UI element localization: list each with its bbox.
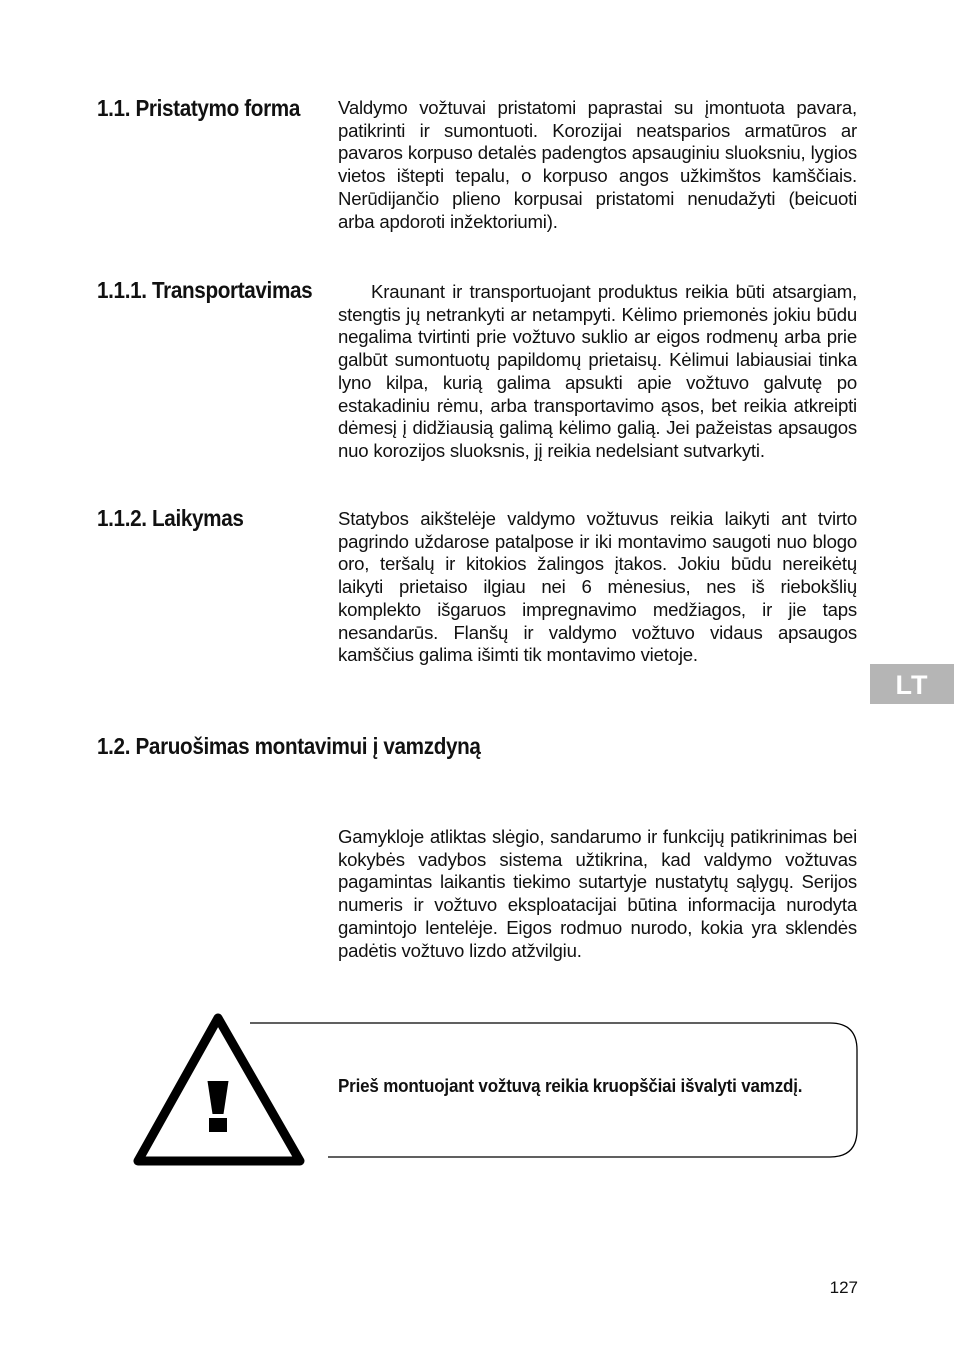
section-text-paruosimas: Gamykloje atliktas slėgio, sandarumo ir funkcijų patikrinimas bei kokybės vadybos sistema užtikrina, kad valdymo vožtuvas pagamintas laikantis tiekimo sutartyje nustatytų sąlygų. Serijos numeris ir vožtuvo eksploatacijai būtina informacija nurodyta gamintojo lentelėje. Eigos rodmuo nurodo, kokia yra sklendės padėtis vožtuvo lizdo atžvilgiu. [338,826,857,961]
language-tab: LT [870,664,954,704]
section-heading-transportavimas: 1.1.1. Transportavimas [97,277,313,303]
section-text-transportavimas: Kraunant ir transportuojant produktus reikia būti atsargiam, stengtis jų netrankyti ar netampyti. Kėlimo priemonės jokiu būdu negalima tvirtinti prie vožtuvo suklio ar eigos rodmenų arba prie galbūt sumontuotų papildomų prietaisų. Kėlimui labiausiai tinka lyno kilpa, kurią galima apsukti apie vožtuvo galvutę po estakadiniu rėmu, arba transportavimo ąsos, bet reikia atkreipti dėmesį į didžiausią galimą kėlimo galią. Jei pažeistas apsaugos nuo korozijos sluoksnis, jį reikia nedelsiant sutvarkyti. [338,281,857,461]
section-text-laikymas: Statybos aikštelėje valdymo vožtuvus reikia laikyti ant tvirto pagrindo uždarose patalpose ir iki montavimo saugoti nuo blogo oro, teršalų ir kitokios žalingos įtakos. Jokiu būdu nereikėtų laikyti prietaiso ilgiau nei 6 mėnesius, nes iš riebokšlių komplekto išgaruos impregnavimo medžiagos, ir jie taps nesandarūs. Flanšų ir valdymo vožtuvo vidaus apsaugos kamščius galima išimti tik montavimo vietoje. [338,508,857,666]
page-number: 127 [829,1278,858,1297]
section-text-pristatymo-forma: Valdymo vožtuvai pristatomi paprastai su įmontuota pavara, patikrinti ir sumontuoti. Korozijai neatsparios armatūros ar pavaros korpuso detalės padengtos apsauginiu sluoksniu, lygios vietos ištepti tepalu, o korpuso angos užkimštos kamščiais. Nerūdijančio plieno korpusai pristatomi nenudažyti (beicuoti arba apdoroti inžektoriumi). [338,97,857,232]
section-heading-laikymas: 1.1.2. Laikymas [97,505,244,531]
warning-triangle-icon [138,1018,300,1161]
warning-text: Prieš montuojant vožtuvą reikia kruopščiai išvalyti vamzdį. [338,1075,803,1096]
section-heading-paruosimas: 1.2. Paruošimas montavimui į vamzdyną [97,733,481,759]
section-heading-pristatymo-forma: 1.1. Pristatymo forma [97,95,300,121]
